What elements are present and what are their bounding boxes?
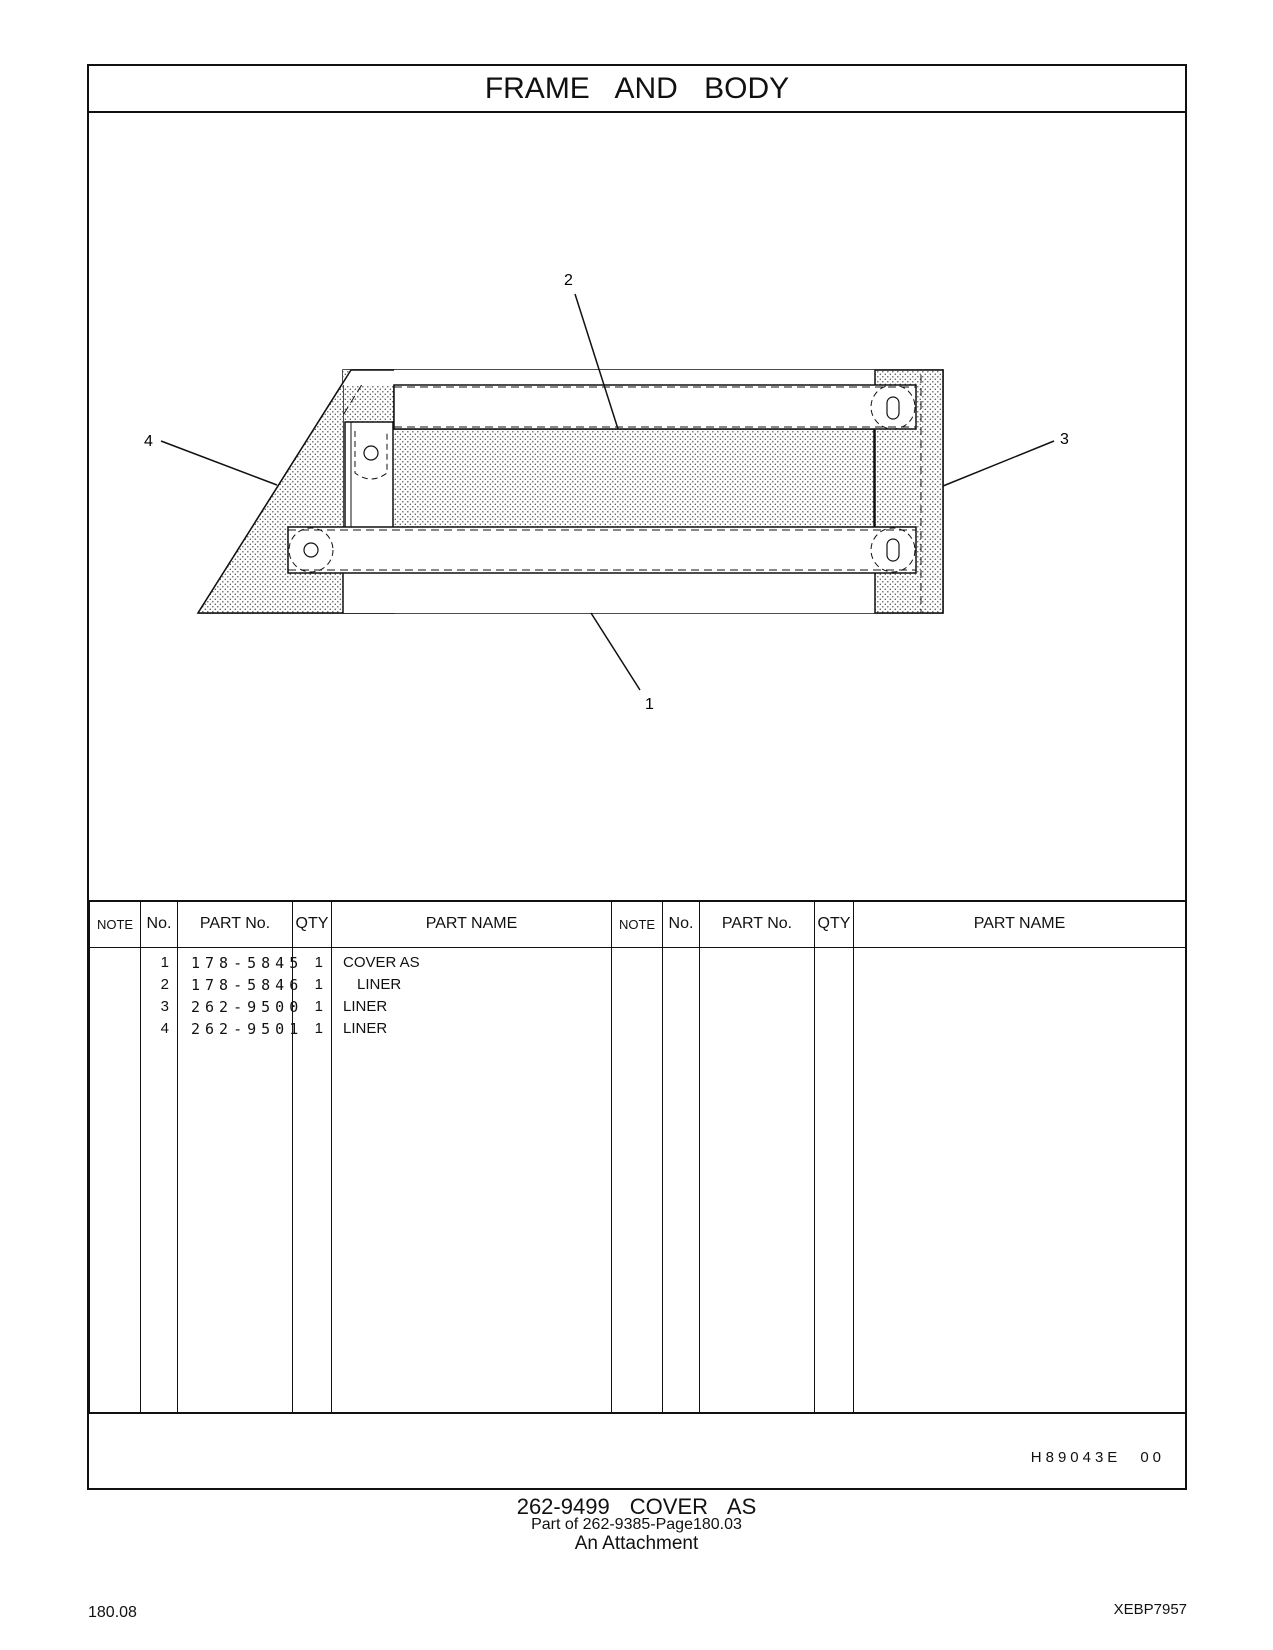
part-row-part-no: 178-5845 bbox=[191, 953, 304, 972]
page-title: FRAME AND BODY bbox=[89, 66, 1185, 113]
assembly-reference: Part of 262-9385-Page180.03 bbox=[531, 1516, 742, 1533]
drawing-code: H89043E 00 bbox=[1030, 1449, 1165, 1466]
no-column-right bbox=[663, 947, 700, 1413]
part-row-name: LINER bbox=[357, 975, 402, 993]
part-row-name: COVER AS bbox=[343, 953, 420, 971]
note-column-right bbox=[612, 947, 663, 1413]
header-note: NOTE bbox=[90, 901, 141, 947]
part-row-part-no: 178-5846 bbox=[191, 975, 304, 994]
part-row-part-no: 262-9500 bbox=[191, 997, 304, 1016]
callout-2: 2 bbox=[564, 272, 573, 289]
center-liner-shape bbox=[389, 429, 874, 529]
part-no-column bbox=[178, 947, 304, 1413]
part-row-no: 4 bbox=[160, 1019, 169, 1037]
no-column bbox=[141, 947, 178, 1413]
parts-list bbox=[89, 900, 1185, 1414]
header-part-name-right: PART NAME bbox=[854, 901, 1186, 947]
header-qty: QTY bbox=[293, 901, 332, 947]
parts-diagram bbox=[89, 113, 1185, 900]
assembly-category: An Attachment bbox=[574, 1533, 699, 1554]
part-row-qty: 1 bbox=[314, 1019, 323, 1037]
part-name-column-right bbox=[854, 947, 1186, 1413]
header-part-name: PART NAME bbox=[332, 901, 612, 947]
part-row-no: 1 bbox=[160, 953, 169, 971]
callout-3: 3 bbox=[1060, 431, 1069, 448]
parts-page-frame bbox=[87, 64, 1187, 1490]
top-bar bbox=[394, 385, 916, 429]
page-number: 180.08 bbox=[88, 1604, 137, 1621]
part-row-no: 3 bbox=[160, 997, 169, 1015]
callout-1: 1 bbox=[645, 696, 654, 713]
part-row-name: LINER bbox=[343, 997, 388, 1015]
callout-4: 4 bbox=[144, 433, 153, 450]
part-row-part-no: 262-9501 bbox=[191, 1019, 304, 1038]
assembly-title: 262-9499 COVER AS bbox=[516, 1494, 757, 1519]
qty-column-right bbox=[815, 947, 854, 1413]
header-note-right: NOTE bbox=[612, 901, 663, 947]
header-no: No. bbox=[141, 901, 178, 947]
header-no-right: No. bbox=[663, 901, 700, 947]
header-qty-right: QTY bbox=[815, 901, 854, 947]
part-no-column-right bbox=[700, 947, 815, 1413]
left-bracket bbox=[345, 422, 393, 529]
qty-column bbox=[293, 947, 332, 1413]
part-row-qty: 1 bbox=[314, 953, 323, 971]
note-column bbox=[90, 947, 141, 1413]
part-row-name: LINER bbox=[343, 1019, 388, 1037]
part-name-column bbox=[332, 947, 612, 1413]
part-row-qty: 1 bbox=[314, 975, 323, 993]
document-id: XEBP7957 bbox=[1113, 1601, 1187, 1618]
part-row-no: 2 bbox=[160, 975, 169, 993]
header-part-no: PART No. bbox=[178, 901, 293, 947]
header-part-no-right: PART No. bbox=[700, 901, 815, 947]
part-row-qty: 1 bbox=[314, 997, 323, 1015]
bottom-bar bbox=[288, 527, 916, 573]
